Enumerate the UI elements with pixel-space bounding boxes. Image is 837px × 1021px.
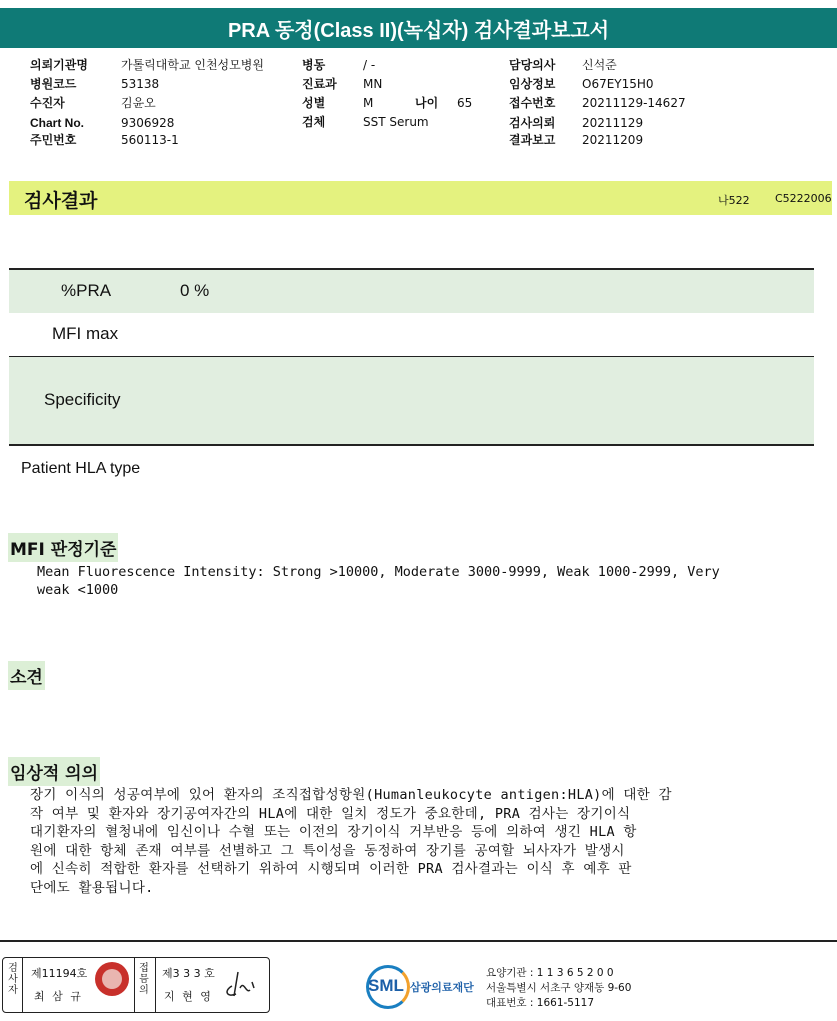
- inspector-name: 최 삼 규: [34, 990, 83, 1003]
- divider: [155, 958, 156, 1012]
- org-phone: 대표번호 : 1661-5117: [486, 997, 595, 1009]
- info-label: 검사의뢰: [509, 116, 556, 130]
- info-label: 성별: [302, 96, 326, 110]
- result-code: C5222006: [775, 192, 832, 205]
- hla-type-label: Patient HLA type: [21, 460, 141, 477]
- clinical-line: 장기 이식의 성공여부에 있어 환자의 조직접합성항원(Humanleukocyte antigen:HLA)에 대한 감: [30, 787, 672, 803]
- info-label: 병원코드: [30, 77, 77, 91]
- info-label: 수진자: [30, 96, 65, 110]
- pra-label: %PRA: [61, 281, 112, 300]
- info-value: O67EY15H0: [582, 77, 654, 91]
- info-value: 20211129: [582, 116, 644, 130]
- clinical-line: 작 여부 및 환자와 장기공여자간의 HLA에 대한 일치 정도가 중요한데, PRA 검사는 장기이식: [30, 805, 631, 822]
- clinical-line: 단에도 활용됩니다.: [30, 879, 154, 896]
- sml-logo-text: SML: [368, 976, 404, 995]
- result-title: 검사결과: [24, 190, 98, 212]
- seal-stamp-center: [102, 969, 122, 989]
- info-value: 20211209: [582, 133, 644, 147]
- info-value: 김윤오: [121, 96, 156, 110]
- result-code: 나522: [718, 194, 750, 207]
- pra-row: [9, 268, 814, 315]
- divider: [22, 958, 23, 1012]
- mfi-criteria-text: [37, 563, 807, 599]
- info-value: 신석준: [582, 58, 617, 72]
- info-value: 53138: [121, 77, 160, 91]
- info-label: 담당의사: [509, 58, 556, 72]
- info-value: SST Serum: [363, 115, 429, 129]
- result-banner: [9, 181, 832, 215]
- pra-value: 0 %: [180, 281, 210, 300]
- clinical-text: [30, 786, 820, 897]
- report-title: PRA 동정(Class II)(녹십자) 검사결과보고서: [0, 8, 837, 48]
- info-value: M: [363, 96, 374, 110]
- inspector-license: 제11194호: [31, 967, 88, 980]
- org-address: 서울특별시 서초구 양재동 9-60: [486, 982, 632, 994]
- mfi-max-row: [9, 313, 814, 357]
- footer-divider: [0, 940, 837, 942]
- specificity-row: [9, 357, 814, 446]
- info-label: 진료과: [302, 77, 337, 91]
- opinion-title: 소견: [8, 661, 45, 690]
- inspector-label: 검 사 자: [8, 963, 18, 996]
- info-label: 의뢰기관명: [30, 58, 88, 72]
- info-label: 나이: [415, 96, 439, 110]
- info-value: MN: [363, 77, 383, 91]
- info-value: / -: [363, 58, 376, 72]
- mfi-criteria-line: weak <1000: [37, 582, 119, 598]
- info-value: 9306928: [121, 116, 175, 130]
- info-label: 검체: [302, 115, 326, 129]
- info-label: 결과보고: [509, 133, 556, 147]
- info-value: 65: [457, 96, 473, 110]
- specificity-label: Specificity: [44, 390, 121, 409]
- mfi-criteria-line: Mean Fluorescence Intensity: Strong >10000, Moderate 3000-9999, Weak 1000-2999, Very: [37, 564, 720, 580]
- info-value: 20211129-14627: [582, 96, 686, 110]
- info-label: 주민번호: [30, 133, 77, 147]
- info-label: 병동: [302, 58, 326, 72]
- info-label: Chart No.: [30, 116, 84, 130]
- info-label: 접수번호: [509, 96, 556, 110]
- info-label: 임상정보: [509, 77, 556, 91]
- divider: [134, 958, 135, 1012]
- clinical-title: 임상적 의의: [8, 757, 100, 786]
- clinical-line: 에 신속히 적합한 환자를 선택하기 위하여 시행되며 이러한 PRA 검사결과는 이식 후 예후 판: [30, 861, 632, 877]
- clinical-line: 대기환자의 혈청내에 임신이나 수혈 또는 이전의 장기이식 거부반응 등에 의하여 생긴 HLA 항: [30, 824, 637, 840]
- info-value: 560113-1: [121, 133, 179, 147]
- org-name: 삼광의료재단: [410, 981, 474, 994]
- mfi-max-label: MFI max: [52, 324, 119, 343]
- mfi-criteria-title: MFI 판정기준: [8, 533, 118, 562]
- physician-name: 지 현 영: [164, 990, 213, 1003]
- clinical-line: 원에 대한 항체 존재 여부를 선별하고 그 특이성을 동정하여 장기를 공여할 뇌사자가 발생시: [30, 842, 625, 859]
- org-code: 요양기관 : 1 1 3 6 5 2 0 0: [486, 967, 614, 979]
- signature-icon: [222, 966, 262, 1002]
- physician-license: 제3 3 3 호: [162, 967, 215, 980]
- physician-label: 접 믐 의: [139, 963, 149, 996]
- info-value: 가톨릭대학교 인천성모병원: [121, 58, 264, 72]
